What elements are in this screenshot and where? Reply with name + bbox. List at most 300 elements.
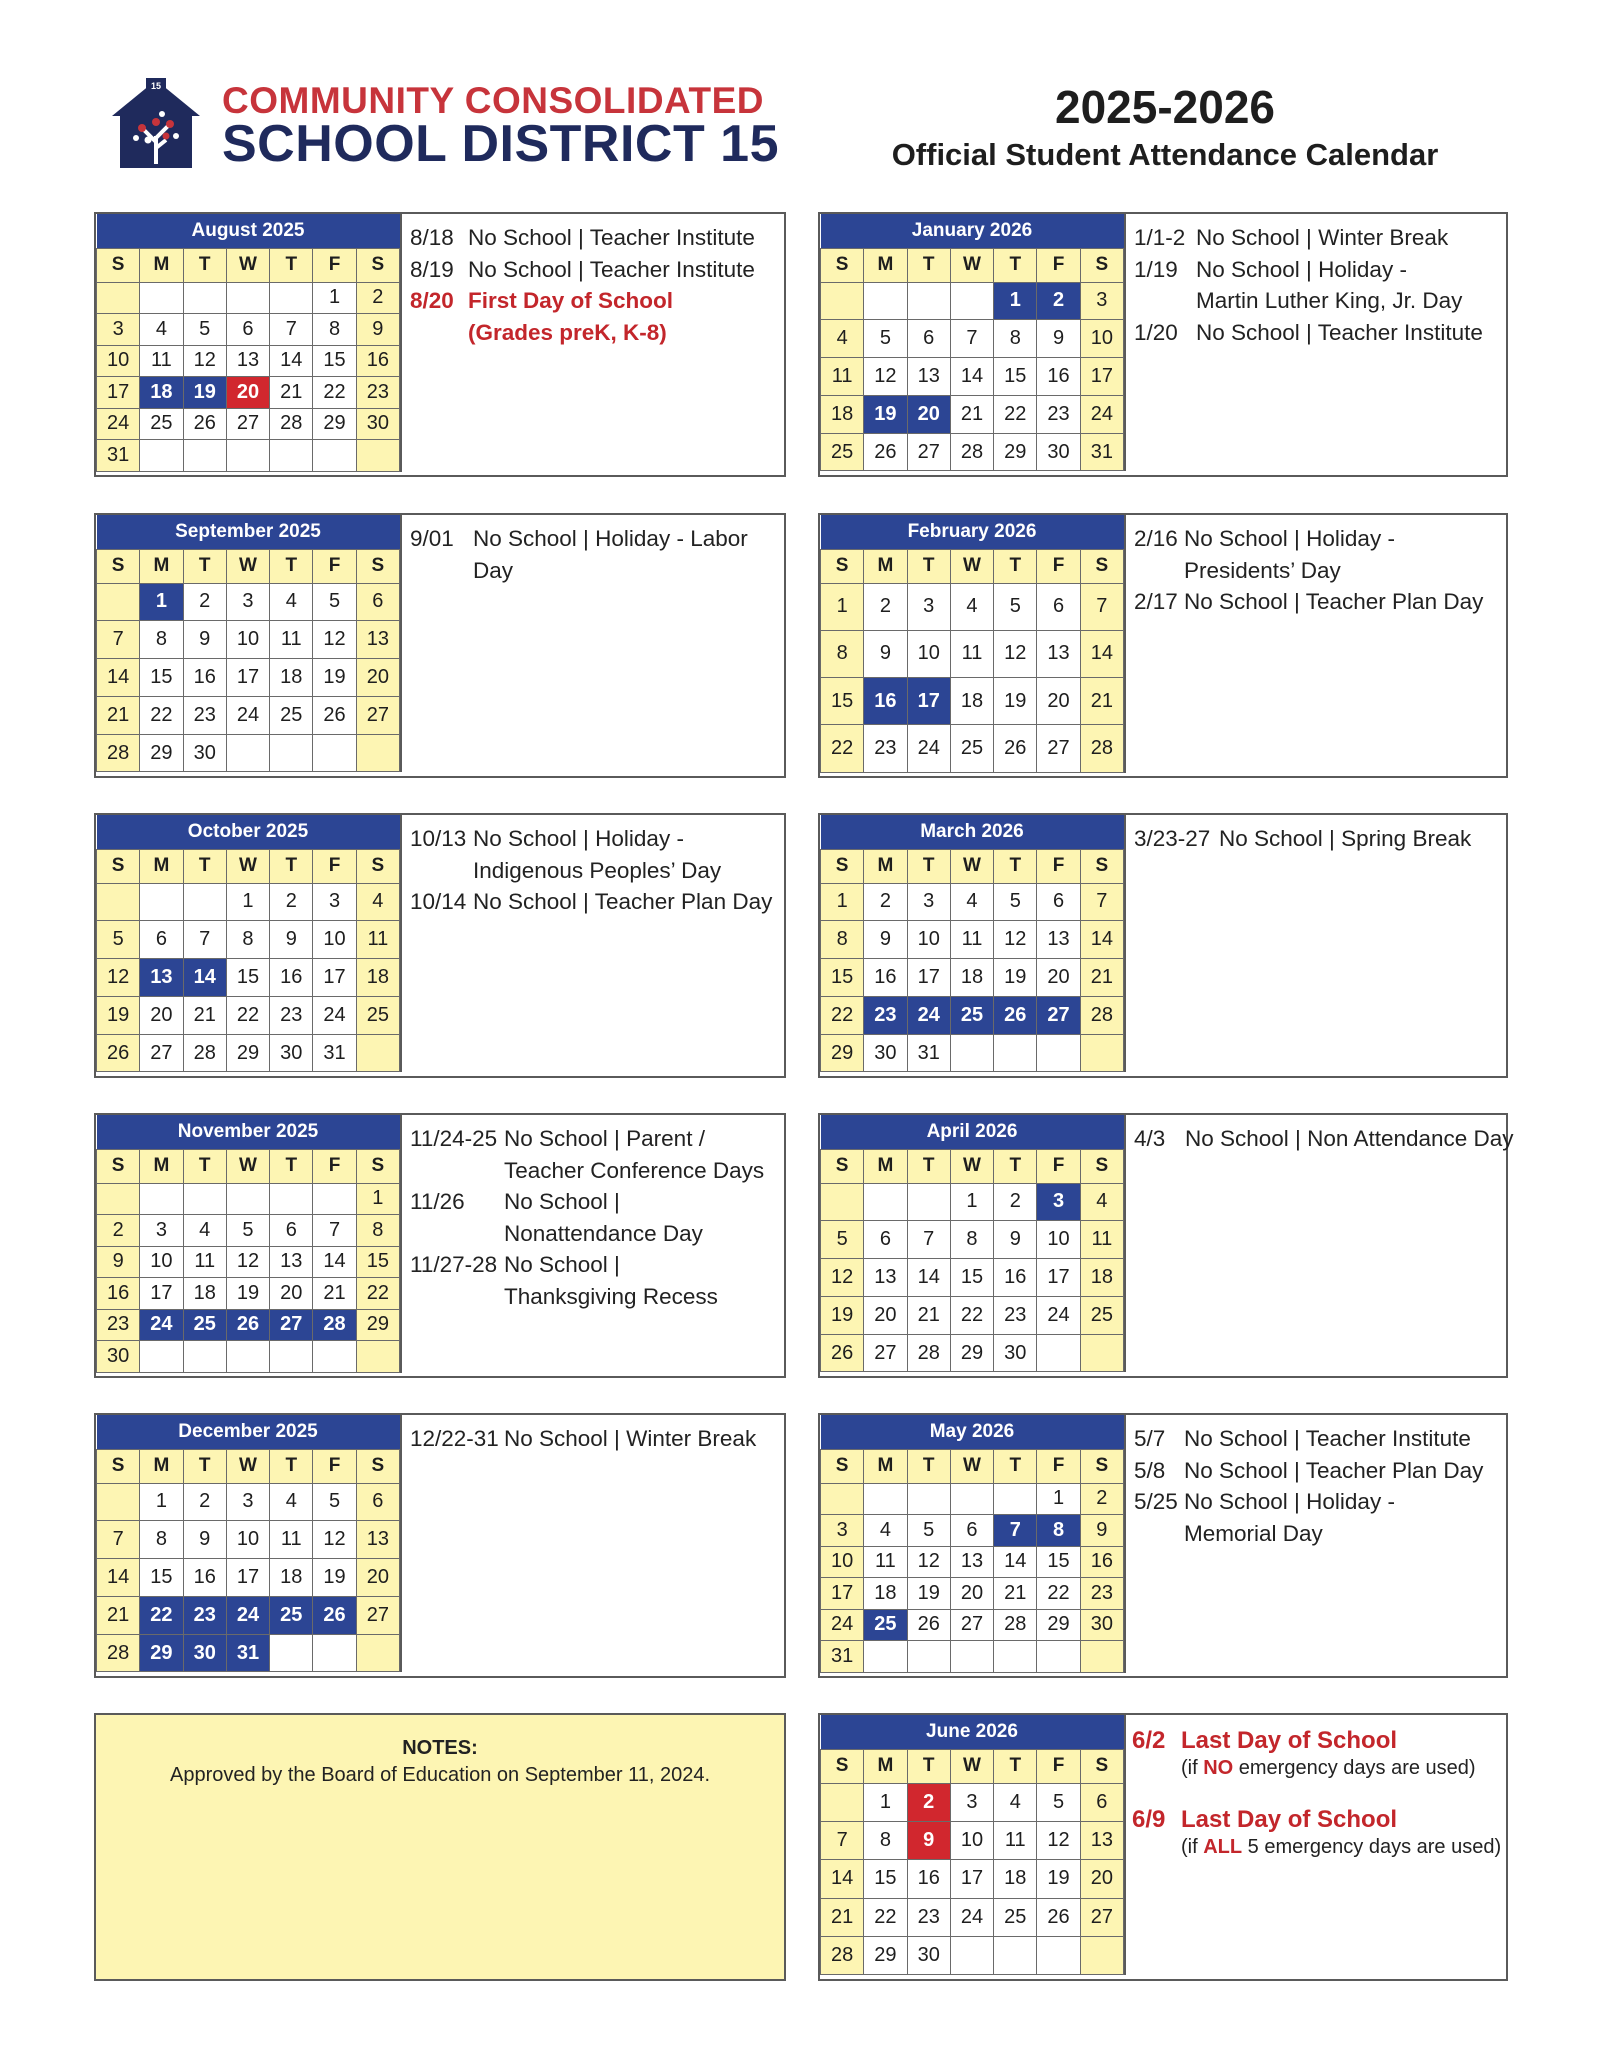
empty-day-cell — [140, 1183, 183, 1215]
day-cell: 26 — [226, 1309, 269, 1341]
day-cell: 16 — [356, 345, 399, 377]
day-cell: 31 — [821, 1641, 864, 1673]
empty-day-cell — [313, 734, 356, 772]
empty-day-cell — [994, 1483, 1037, 1515]
day-cell: 15 — [140, 1559, 183, 1597]
day-cell: 27 — [356, 1596, 399, 1634]
day-cell: 10 — [140, 1246, 183, 1278]
day-cell: 11 — [821, 358, 864, 396]
weekday-header: S — [97, 1149, 140, 1183]
event-date-spacer — [410, 1281, 504, 1313]
event-date: 1/19 — [1134, 256, 1178, 282]
empty-day-cell — [1080, 1937, 1123, 1975]
empty-day-cell — [97, 883, 140, 921]
empty-day-cell — [1080, 1334, 1123, 1372]
day-cell: 29 — [313, 408, 356, 440]
weekday-header: S — [821, 1149, 864, 1183]
day-cell: 1 — [140, 1483, 183, 1521]
day-cell: 11 — [864, 1546, 907, 1578]
weekday-header: F — [313, 549, 356, 583]
weekday-header: S — [821, 549, 864, 583]
weekday-header: T — [270, 849, 313, 883]
day-cell: 13 — [1037, 630, 1080, 677]
day-cell: 1 — [821, 583, 864, 630]
empty-day-cell — [313, 440, 356, 472]
event-row — [410, 317, 755, 349]
month-block-august-2025 — [94, 212, 786, 477]
event-row — [410, 523, 748, 555]
day-cell: 9 — [864, 921, 907, 959]
weekday-header: S — [97, 1449, 140, 1483]
event-text: No School | Teacher Institute — [1184, 1426, 1471, 1451]
day-cell: 17 — [226, 1559, 269, 1597]
day-cell: 3 — [1080, 282, 1123, 320]
day-cell: 9 — [356, 314, 399, 346]
weekday-header: F — [1037, 1449, 1080, 1483]
day-cell: 27 — [1037, 996, 1080, 1034]
weekday-header: F — [313, 248, 356, 282]
day-cell: 31 — [97, 440, 140, 472]
weekday-header: T — [183, 1149, 226, 1183]
day-cell: 30 — [183, 734, 226, 772]
event-text: Presidents’ Day — [1184, 557, 1341, 583]
events-list — [1134, 1423, 1483, 1549]
event-text: No School | — [504, 1189, 620, 1214]
day-cell: 6 — [270, 1215, 313, 1247]
day-cell: 17 — [313, 959, 356, 997]
event-date-spacer — [1134, 1518, 1184, 1550]
day-cell: 10 — [226, 621, 269, 659]
event-row — [410, 1186, 764, 1218]
day-cell: 25 — [270, 1596, 313, 1634]
day-cell: 22 — [821, 725, 864, 772]
day-cell: 11 — [270, 621, 313, 659]
day-cell: 3 — [907, 583, 950, 630]
day-cell: 31 — [1080, 433, 1123, 471]
day-cell: 16 — [1080, 1546, 1123, 1578]
day-cell: 2 — [97, 1215, 140, 1247]
day-cell: 21 — [97, 1596, 140, 1634]
weekday-header: M — [864, 1149, 907, 1183]
month-title: August 2025 — [97, 214, 400, 248]
day-cell: 4 — [950, 583, 993, 630]
day-cell: 21 — [821, 1898, 864, 1936]
empty-day-cell — [140, 883, 183, 921]
day-cell: 31 — [907, 1034, 950, 1072]
day-cell: 26 — [907, 1609, 950, 1641]
school-year-title: 2025-2026 — [1055, 81, 1275, 133]
day-cell: 1 — [1037, 1483, 1080, 1515]
event-date-spacer — [410, 1218, 504, 1250]
event-text: No School | Winter Break — [504, 1426, 757, 1451]
day-cell: 23 — [994, 1296, 1037, 1334]
calendar-grid-november-2025 — [96, 1115, 402, 1373]
day-cell: 2 — [356, 282, 399, 314]
event-title: Last Day of School — [1181, 1806, 1398, 1833]
weekday-header: S — [821, 1749, 864, 1783]
empty-day-cell — [907, 1483, 950, 1515]
event-row — [410, 1249, 764, 1281]
events-list — [410, 1123, 764, 1312]
brand-line-1: COMMUNITY CONSOLIDATED — [222, 80, 765, 121]
weekday-header: S — [97, 549, 140, 583]
day-cell: 27 — [270, 1309, 313, 1341]
day-cell: 26 — [183, 408, 226, 440]
event-date: 12/22-31 — [410, 1426, 499, 1451]
weekday-header: T — [994, 1749, 1037, 1783]
month-block-january-2026 — [818, 212, 1508, 477]
month-block-march-2026 — [818, 813, 1508, 1078]
event-date-spacer — [410, 555, 473, 587]
weekday-header: S — [97, 849, 140, 883]
day-cell: 27 — [1080, 1898, 1123, 1936]
weekday-header: W — [950, 549, 993, 583]
day-cell: 27 — [950, 1609, 993, 1641]
day-cell: 8 — [994, 320, 1037, 358]
events-list — [1134, 823, 1471, 855]
event-date: 5/7 — [1134, 1426, 1166, 1451]
day-cell: 17 — [140, 1278, 183, 1310]
event-date: 11/27-28 — [410, 1252, 498, 1277]
day-cell: 28 — [1080, 725, 1123, 772]
day-cell: 17 — [907, 959, 950, 997]
june-events-list — [1132, 1727, 1501, 1885]
day-cell: 16 — [994, 1259, 1037, 1297]
event-row — [410, 886, 772, 918]
weekday-header: T — [907, 1449, 950, 1483]
day-cell: 16 — [864, 959, 907, 997]
events-list — [1134, 523, 1483, 618]
day-cell: 19 — [1037, 1860, 1080, 1898]
day-cell: 28 — [313, 1309, 356, 1341]
empty-day-cell — [864, 1641, 907, 1673]
event-date: 10/13 — [410, 826, 467, 851]
month-title: February 2026 — [821, 515, 1124, 549]
empty-day-cell — [864, 282, 907, 320]
day-cell: 5 — [864, 320, 907, 358]
weekday-header: T — [994, 849, 1037, 883]
page-header — [0, 0, 1600, 200]
weekday-header: S — [1080, 248, 1123, 282]
day-cell: 25 — [950, 725, 993, 772]
empty-day-cell — [356, 1341, 399, 1373]
day-cell: 29 — [821, 1034, 864, 1072]
month-block-june-2026 — [818, 1713, 1508, 1981]
empty-day-cell — [950, 1034, 993, 1072]
day-cell: 4 — [1080, 1183, 1123, 1221]
day-cell: 11 — [994, 1821, 1037, 1859]
event-date: 6/9 — [1132, 1806, 1166, 1833]
day-cell: 29 — [356, 1309, 399, 1341]
day-cell: 12 — [821, 1259, 864, 1297]
empty-day-cell — [313, 1183, 356, 1215]
empty-day-cell — [270, 440, 313, 472]
day-cell: 15 — [140, 659, 183, 697]
day-cell: 22 — [994, 395, 1037, 433]
day-cell: 25 — [140, 408, 183, 440]
day-cell: 9 — [97, 1246, 140, 1278]
day-cell: 14 — [1080, 921, 1123, 959]
empty-day-cell — [97, 1183, 140, 1215]
event-text: Thanksgiving Recess — [504, 1283, 718, 1309]
calendar-grid-january-2026 — [820, 214, 1126, 471]
weekday-header: S — [1080, 549, 1123, 583]
day-cell: 8 — [313, 314, 356, 346]
day-cell: 20 — [864, 1296, 907, 1334]
weekday-header: S — [821, 248, 864, 282]
day-cell: 19 — [907, 1578, 950, 1610]
day-cell: 24 — [907, 725, 950, 772]
weekday-header: W — [950, 1149, 993, 1183]
event-date-spacer — [1134, 555, 1184, 587]
day-cell: 7 — [821, 1821, 864, 1859]
condition-pre: (if — [1181, 1757, 1204, 1779]
notes-body: Approved by the Board of Education on September 11, 2024. — [170, 1764, 710, 1786]
weekday-header: F — [1037, 549, 1080, 583]
day-cell: 11 — [950, 921, 993, 959]
day-cell: 7 — [994, 1515, 1037, 1547]
day-cell: 2 — [1080, 1483, 1123, 1515]
weekday-header: S — [356, 248, 399, 282]
weekday-header: T — [994, 248, 1037, 282]
day-cell: 29 — [994, 433, 1037, 471]
day-cell: 9 — [1080, 1515, 1123, 1547]
weekday-header: F — [1037, 248, 1080, 282]
event-row — [1134, 823, 1471, 855]
day-cell: 5 — [226, 1215, 269, 1247]
weekday-header: W — [950, 849, 993, 883]
empty-day-cell — [864, 1483, 907, 1515]
day-cell: 30 — [1037, 433, 1080, 471]
weekday-header: M — [140, 549, 183, 583]
day-cell: 31 — [313, 1034, 356, 1072]
weekday-header: T — [183, 1449, 226, 1483]
event-text: Martin Luther King, Jr. Day — [1196, 288, 1463, 313]
day-cell: 24 — [950, 1898, 993, 1936]
calendar-grid-august-2025 — [96, 214, 402, 472]
day-cell: 21 — [183, 996, 226, 1034]
event-condition — [1181, 1836, 1501, 1859]
day-cell: 11 — [270, 1521, 313, 1559]
day-cell: 6 — [356, 583, 399, 621]
last-day-event — [1132, 1727, 1501, 1780]
empty-day-cell — [313, 1341, 356, 1373]
day-cell: 1 — [864, 1783, 907, 1821]
day-cell: 30 — [864, 1034, 907, 1072]
calendar-grid-february-2026 — [820, 515, 1126, 773]
event-date: 4/3 — [1134, 1126, 1166, 1151]
event-date: 11/24-25 — [410, 1126, 498, 1151]
day-cell: 2 — [864, 583, 907, 630]
event-row — [1134, 1486, 1483, 1518]
day-cell: 28 — [821, 1937, 864, 1975]
day-cell: 6 — [140, 921, 183, 959]
weekday-header: S — [356, 549, 399, 583]
day-cell: 10 — [821, 1546, 864, 1578]
event-row — [1132, 1806, 1501, 1834]
day-cell: 18 — [140, 377, 183, 409]
day-cell: 26 — [313, 696, 356, 734]
calendar-grid-october-2025 — [96, 815, 402, 1072]
day-cell: 23 — [97, 1309, 140, 1341]
day-cell: 14 — [313, 1246, 356, 1278]
day-cell: 9 — [183, 621, 226, 659]
event-condition — [1181, 1757, 1501, 1780]
event-text: No School | Teacher Plan Day — [473, 889, 773, 914]
day-cell: 28 — [994, 1609, 1037, 1641]
calendar-grid-april-2026 — [820, 1115, 1126, 1372]
weekday-header: S — [821, 1449, 864, 1483]
notes-title: NOTES: — [402, 1737, 478, 1759]
day-cell: 6 — [950, 1515, 993, 1547]
event-date: 5/25 — [1134, 1489, 1178, 1514]
day-cell: 30 — [183, 1634, 226, 1672]
event-date: 8/18 — [410, 225, 454, 250]
weekday-header: T — [183, 248, 226, 282]
day-cell: 21 — [907, 1296, 950, 1334]
empty-day-cell — [994, 1641, 1037, 1673]
weekday-header: W — [226, 1149, 269, 1183]
day-cell: 10 — [950, 1821, 993, 1859]
day-cell: 5 — [313, 583, 356, 621]
day-cell: 23 — [356, 377, 399, 409]
event-row — [1134, 254, 1483, 286]
empty-day-cell — [907, 282, 950, 320]
weekday-header: S — [356, 1449, 399, 1483]
day-cell: 20 — [356, 659, 399, 697]
day-cell: 14 — [821, 1860, 864, 1898]
day-cell: 7 — [1080, 883, 1123, 921]
day-cell: 15 — [864, 1860, 907, 1898]
event-text: No School | Teacher Institute — [468, 225, 755, 250]
day-cell: 31 — [226, 1634, 269, 1672]
day-cell: 27 — [226, 408, 269, 440]
event-text: No School | Holiday - — [1196, 256, 1407, 282]
notes-box — [94, 1713, 786, 1981]
day-cell: 1 — [821, 883, 864, 921]
event-row — [1134, 555, 1483, 587]
day-cell: 27 — [864, 1334, 907, 1372]
month-block-december-2025 — [94, 1413, 786, 1678]
month-title: November 2025 — [97, 1115, 400, 1149]
day-cell: 12 — [907, 1546, 950, 1578]
weekday-header: W — [226, 549, 269, 583]
day-cell: 1 — [313, 282, 356, 314]
day-cell: 17 — [950, 1860, 993, 1898]
month-block-october-2025 — [94, 813, 786, 1078]
event-text: Memorial Day — [1184, 1520, 1323, 1546]
event-text: Nonattendance Day — [504, 1220, 703, 1246]
day-cell: 20 — [356, 1559, 399, 1597]
weekday-header: F — [313, 849, 356, 883]
day-cell: 7 — [97, 1521, 140, 1559]
day-cell: 4 — [140, 314, 183, 346]
day-cell: 25 — [821, 433, 864, 471]
day-cell: 18 — [950, 678, 993, 725]
day-cell: 23 — [864, 725, 907, 772]
empty-day-cell — [140, 1341, 183, 1373]
day-cell: 9 — [864, 630, 907, 677]
weekday-header: F — [313, 1449, 356, 1483]
day-cell: 24 — [821, 1609, 864, 1641]
empty-day-cell — [183, 440, 226, 472]
empty-day-cell — [821, 1483, 864, 1515]
day-cell: 12 — [313, 1521, 356, 1559]
day-cell: 14 — [97, 1559, 140, 1597]
day-cell: 24 — [907, 996, 950, 1034]
empty-day-cell — [1080, 1641, 1123, 1673]
event-row — [1134, 1123, 1514, 1155]
weekday-header: M — [140, 1449, 183, 1483]
weekday-header: M — [864, 549, 907, 583]
day-cell: 28 — [97, 1634, 140, 1672]
day-cell: 16 — [1037, 358, 1080, 396]
day-cell: 6 — [226, 314, 269, 346]
event-text: Indigenous Peoples’ Day — [473, 857, 722, 883]
weekday-header: F — [1037, 1149, 1080, 1183]
event-row — [410, 285, 755, 317]
event-row — [410, 254, 755, 286]
day-cell: 4 — [270, 1483, 313, 1521]
day-cell: 27 — [356, 696, 399, 734]
weekday-header: S — [821, 849, 864, 883]
day-cell: 5 — [97, 921, 140, 959]
day-cell: 15 — [356, 1246, 399, 1278]
day-cell: 13 — [907, 358, 950, 396]
weekday-header: S — [1080, 1449, 1123, 1483]
event-row — [1132, 1727, 1501, 1755]
day-cell: 28 — [950, 433, 993, 471]
day-cell: 16 — [183, 1559, 226, 1597]
day-cell: 8 — [864, 1821, 907, 1859]
empty-day-cell — [356, 1034, 399, 1072]
day-cell: 12 — [994, 921, 1037, 959]
event-row — [1134, 586, 1483, 618]
day-cell: 23 — [907, 1898, 950, 1936]
day-cell: 18 — [270, 1559, 313, 1597]
empty-day-cell — [226, 282, 269, 314]
day-cell: 8 — [356, 1215, 399, 1247]
event-row — [1134, 285, 1483, 317]
day-cell: 30 — [97, 1341, 140, 1373]
calendar-subtitle: Official Student Attendance Calendar — [891, 137, 1439, 172]
day-cell: 8 — [1037, 1515, 1080, 1547]
month-title: October 2025 — [97, 815, 400, 849]
day-cell: 17 — [226, 659, 269, 697]
day-cell: 12 — [864, 358, 907, 396]
day-cell: 13 — [1037, 921, 1080, 959]
day-cell: 2 — [183, 583, 226, 621]
day-cell: 13 — [226, 345, 269, 377]
weekday-header: S — [97, 248, 140, 282]
day-cell: 11 — [356, 921, 399, 959]
day-cell: 22 — [313, 377, 356, 409]
weekday-header: M — [140, 248, 183, 282]
day-cell: 22 — [1037, 1578, 1080, 1610]
day-cell: 22 — [950, 1296, 993, 1334]
day-cell: 11 — [140, 345, 183, 377]
empty-day-cell — [950, 282, 993, 320]
empty-day-cell — [950, 1937, 993, 1975]
day-cell: 26 — [97, 1034, 140, 1072]
day-cell: 16 — [864, 678, 907, 725]
day-cell: 30 — [356, 408, 399, 440]
day-cell: 22 — [140, 1596, 183, 1634]
day-cell: 16 — [270, 959, 313, 997]
event-date: 8/19 — [410, 256, 454, 282]
day-cell: 25 — [270, 696, 313, 734]
day-cell: 25 — [864, 1609, 907, 1641]
